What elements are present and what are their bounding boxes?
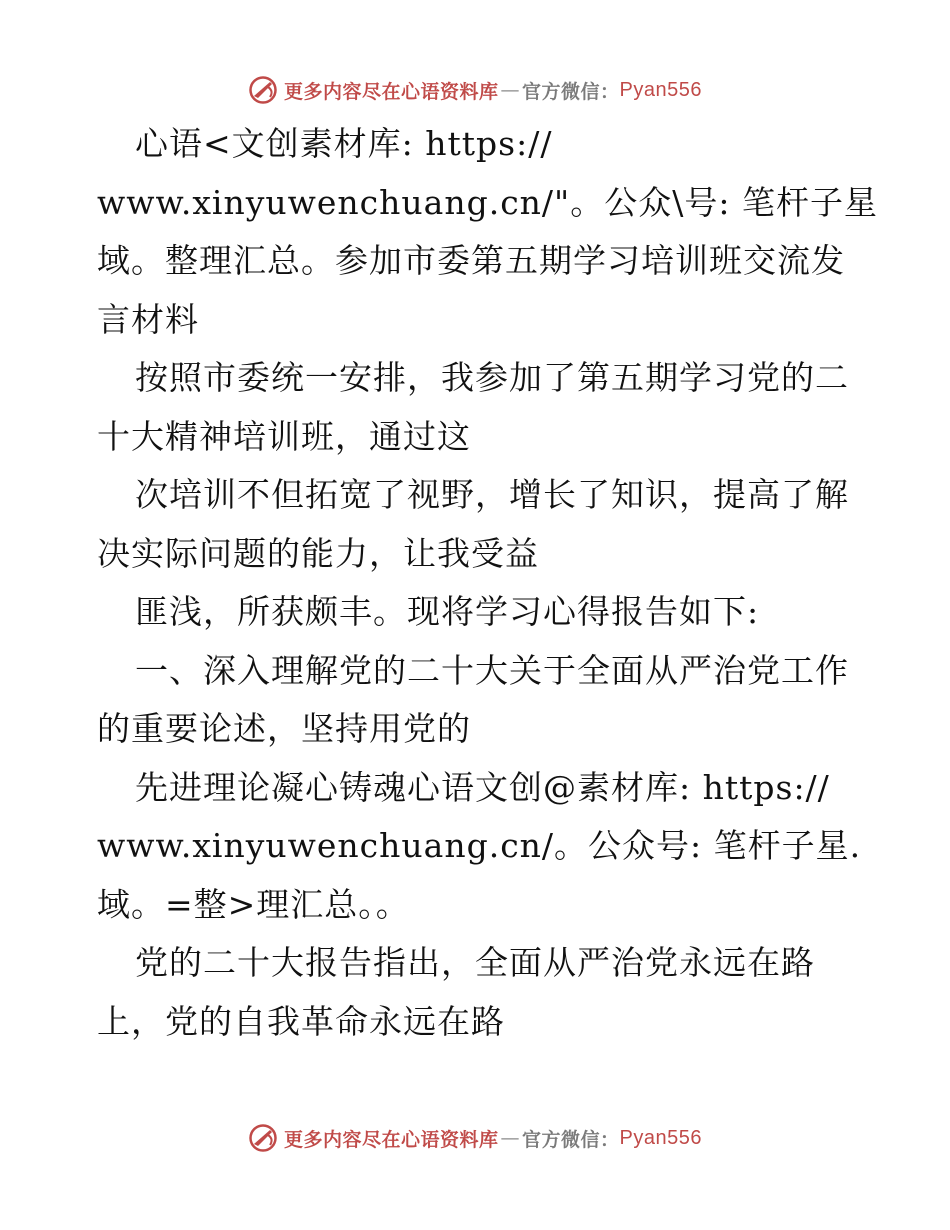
- document-body: [97, 115, 878, 1051]
- banner-main-text: 更多内容尽在心语资料库: [284, 1128, 499, 1151]
- body-text-line: 按照市委统一安排，我参加了第五期学习党的二: [135, 358, 849, 397]
- banner-wechat-label: 官方微信：: [522, 1128, 620, 1151]
- body-text-line: 先进理论凝心铸魂心语文创@素材库: https://: [135, 767, 830, 807]
- body-text-line: 十大精神培训班，通过这: [97, 416, 471, 456]
- body-text-line: www.xinyuwenchuang.cn/。公众号: 笔杆子星.: [97, 826, 862, 865]
- banner-wechat-id: Pyan556: [619, 78, 702, 101]
- body-text-line: www.xinyuwenchuang.cn/"。公众\号: 笔杆子星: [97, 182, 878, 222]
- banner-wechat-label: 官方微信：: [522, 80, 620, 103]
- banner-dash: —: [500, 79, 521, 101]
- body-text-line: 的重要论述，坚持用党的: [97, 709, 471, 748]
- body-text-line: 一、深入理解党的二十大关于全面从严治党工作: [135, 650, 849, 690]
- body-text-line: 党的二十大报告指出，全面从严治党永远在路: [135, 943, 815, 982]
- body-text-line: 域。=整>理汇总。。: [97, 884, 410, 924]
- body-text-line: 言材料: [97, 299, 199, 339]
- footer-banner: [0, 1118, 950, 1158]
- body-text-line: 决实际问题的能力，让我受益: [97, 533, 539, 573]
- body-text-line: 匪浅，所获颇丰。现将学习心得报告如下:: [135, 592, 760, 631]
- banner-main-text: 更多内容尽在心语资料库: [284, 80, 499, 103]
- brand-logo-icon: [248, 75, 278, 105]
- header-banner: [0, 70, 950, 110]
- banner-dash: —: [500, 1127, 521, 1149]
- body-text-line: 次培训不但拓宽了视野，增长了知识，提高了解: [135, 475, 849, 514]
- body-text-line: 心语<文创素材库: https://: [135, 124, 553, 163]
- banner-wechat-id: Pyan556: [619, 1126, 702, 1149]
- body-text-line: 上，党的自我革命永远在路: [97, 1001, 505, 1041]
- body-text-line: 域。整理汇总。参加市委第五期学习培训班交流发: [97, 241, 845, 280]
- brand-logo-icon: [248, 1123, 278, 1153]
